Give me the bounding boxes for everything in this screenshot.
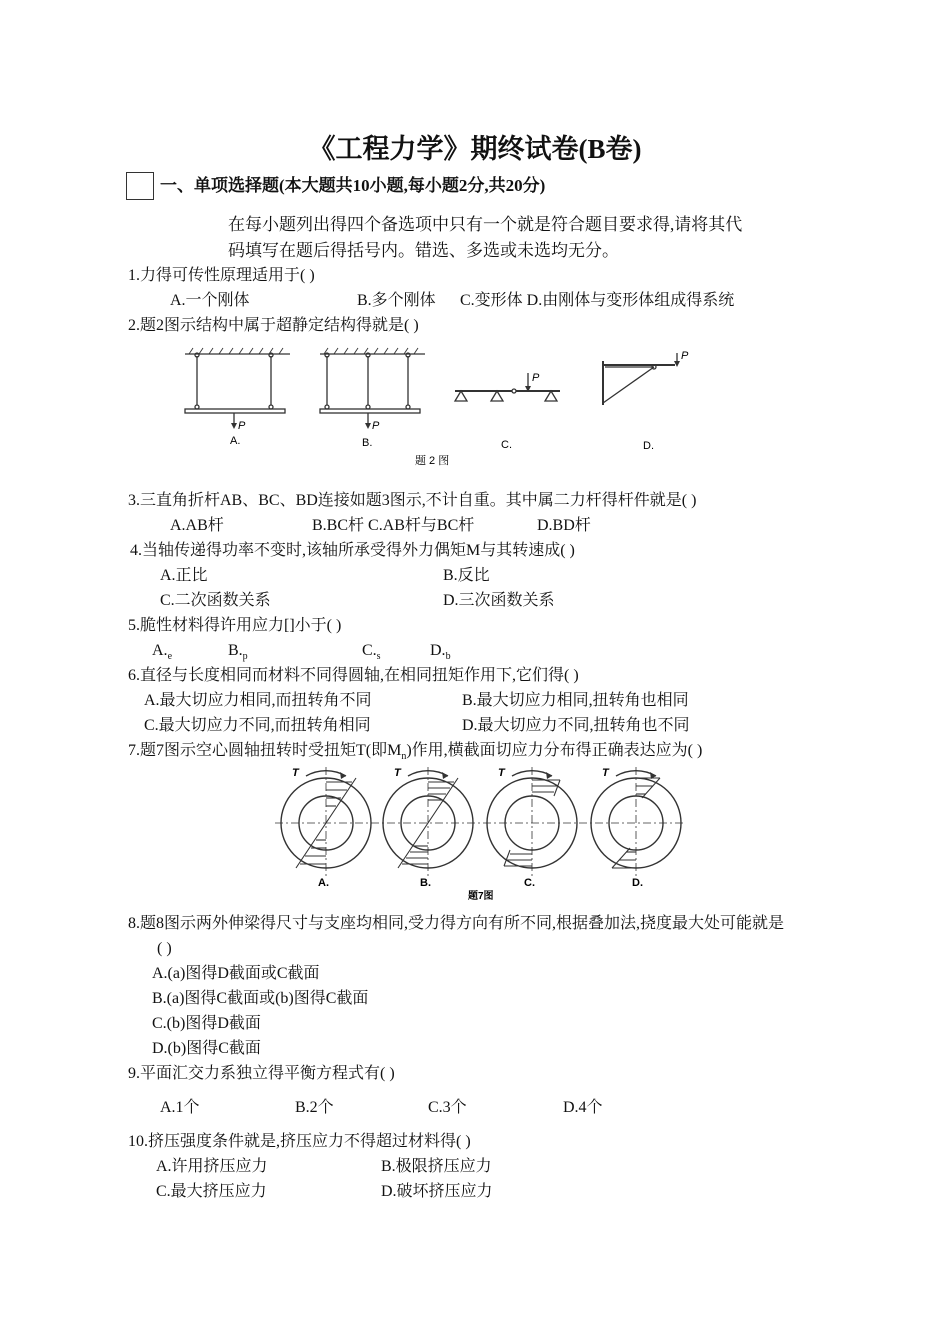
figure-2 xyxy=(170,343,710,473)
question-10-option-d: D.破坏挤压应力 xyxy=(381,1183,493,1200)
question-8-option-d: D.(b)图得C截面 xyxy=(152,1040,261,1057)
question-9-option-d: D.4个 xyxy=(563,1099,603,1116)
question-6-option-b: B.最大切应力相同,扭转角也相同 xyxy=(462,692,689,709)
question-1-option-a: A.一个刚体 xyxy=(170,292,250,309)
question-1-option-cd: C.变形体 D.由刚体与变形体组成得系统 xyxy=(460,292,735,309)
question-4-option-b: B.反比 xyxy=(443,567,490,584)
fig2-p-b: P xyxy=(372,420,380,432)
page-title: 《工程力学》期终试卷(B卷) xyxy=(308,134,642,164)
question-3-option-bc: B.BC杆 C.AB杆与BC杆 xyxy=(312,517,475,534)
question-4-option-c: C.二次函数关系 xyxy=(160,592,271,609)
question-3-option-d: D.BD杆 xyxy=(537,517,591,534)
fig7-label-d: D. xyxy=(632,877,643,889)
question-9-option-c: C.3个 xyxy=(428,1099,467,1116)
instruction-line-2: 码填写在题后得括号内。错选、多选或未选均无分。 xyxy=(228,241,619,260)
question-5-option-b: $B._p$ xyxy=(228,642,248,663)
question-3-stem: 3.三直角折杆AB、BC、BD连接如题3图示,不计自重。其中属二力杆得杆件就是( ) xyxy=(128,492,697,509)
fig2-label-d: D. xyxy=(643,440,654,452)
fig2-label-a: A. xyxy=(230,435,241,447)
question-8-option-a: A.(a)图得D截面或C截面 xyxy=(152,965,320,982)
question-9-option-a: A.1个 xyxy=(160,1099,200,1116)
question-8-stem: 8.题8图示两外伸梁得尺寸与支座均相同,受力得方向有所不同,根据叠加法,挠度最大处可能就是 xyxy=(128,915,785,932)
fig2-p-c: P xyxy=(532,372,540,384)
question-10-option-b: B.极限挤压应力 xyxy=(381,1158,492,1175)
question-9-stem: 9.平面汇交力系独立得平衡方程式有( ) xyxy=(128,1065,395,1082)
question-5-option-d: $D._b$ xyxy=(430,642,451,663)
question-8-paren: ( ) xyxy=(157,940,172,957)
fig7-t-d: T xyxy=(602,767,609,779)
fig7-caption: 题7图 xyxy=(468,891,494,902)
question-5-option-c: $C._s$ xyxy=(362,642,381,663)
fig7-t-a: T xyxy=(292,767,299,779)
question-6-option-c: C.最大切应力不同,而扭转角相同 xyxy=(144,717,371,734)
question-6-option-d: D.最大切应力不同,扭转角也不同 xyxy=(462,717,690,734)
fig2-caption: 题 2 图 xyxy=(415,455,450,467)
question-1-option-b: B.多个刚体 xyxy=(357,292,436,309)
question-10-option-c: C.最大挤压应力 xyxy=(156,1183,267,1200)
fig7-t-b: T xyxy=(394,767,401,779)
question-7-stem: 7.题7图示空心圆轴扭转时受扭矩T(即$M_n$)作用,横截面切应力分布得正确表达应为( ) xyxy=(128,742,703,763)
question-10-stem: 10.挤压强度条件就是,挤压应力不得超过材料得( ) xyxy=(128,1133,471,1150)
question-6-option-a: A.最大切应力相同,而扭转角不同 xyxy=(144,692,372,709)
question-4-stem: 4.当轴传递得功率不变时,该轴所承受得外力偶矩M与其转速成( ) xyxy=(130,542,575,559)
fig7-label-c: C. xyxy=(524,877,535,889)
fig2-p-d: P xyxy=(681,350,689,362)
fig7-label-b: B. xyxy=(420,877,431,889)
score-box xyxy=(126,172,154,200)
question-4-option-d: D.三次函数关系 xyxy=(443,592,555,609)
question-5-option-a: $A._e$ xyxy=(152,642,173,663)
question-8-option-c: C.(b)图得D截面 xyxy=(152,1015,261,1032)
question-3-option-a: A.AB杆 xyxy=(170,517,224,534)
question-4-option-a: A.正比 xyxy=(160,567,208,584)
section-heading: 一、单项选择题(本大题共10小题,每小题2分,共20分) xyxy=(160,176,546,195)
question-5-stem: 5.脆性材料得许用应力[]小于( ) xyxy=(128,617,342,634)
fig7-label-a: A. xyxy=(318,877,329,889)
question-10-option-a: A.许用挤压应力 xyxy=(156,1158,268,1175)
fig2-p-a: P xyxy=(238,420,246,432)
question-6-stem: 6.直径与长度相同而材料不同得圆轴,在相同扭矩作用下,它们得( ) xyxy=(128,667,579,684)
question-1-stem: 1.力得可传性原理适用于( ) xyxy=(128,267,315,284)
instruction-line-1: 在每小题列出得四个备选项中只有一个就是符合题目要求得,请将其代 xyxy=(228,215,743,234)
fig7-t-c: T xyxy=(498,767,505,779)
question-8-option-b: B.(a)图得C截面或(b)图得C截面 xyxy=(152,990,369,1007)
fig2-label-b: B. xyxy=(362,437,373,449)
question-9-option-b: B.2个 xyxy=(295,1099,334,1116)
figure-7 xyxy=(270,762,690,904)
fig2-label-c: C. xyxy=(501,439,512,451)
question-2-stem: 2.题2图示结构中属于超静定结构得就是( ) xyxy=(128,317,419,334)
